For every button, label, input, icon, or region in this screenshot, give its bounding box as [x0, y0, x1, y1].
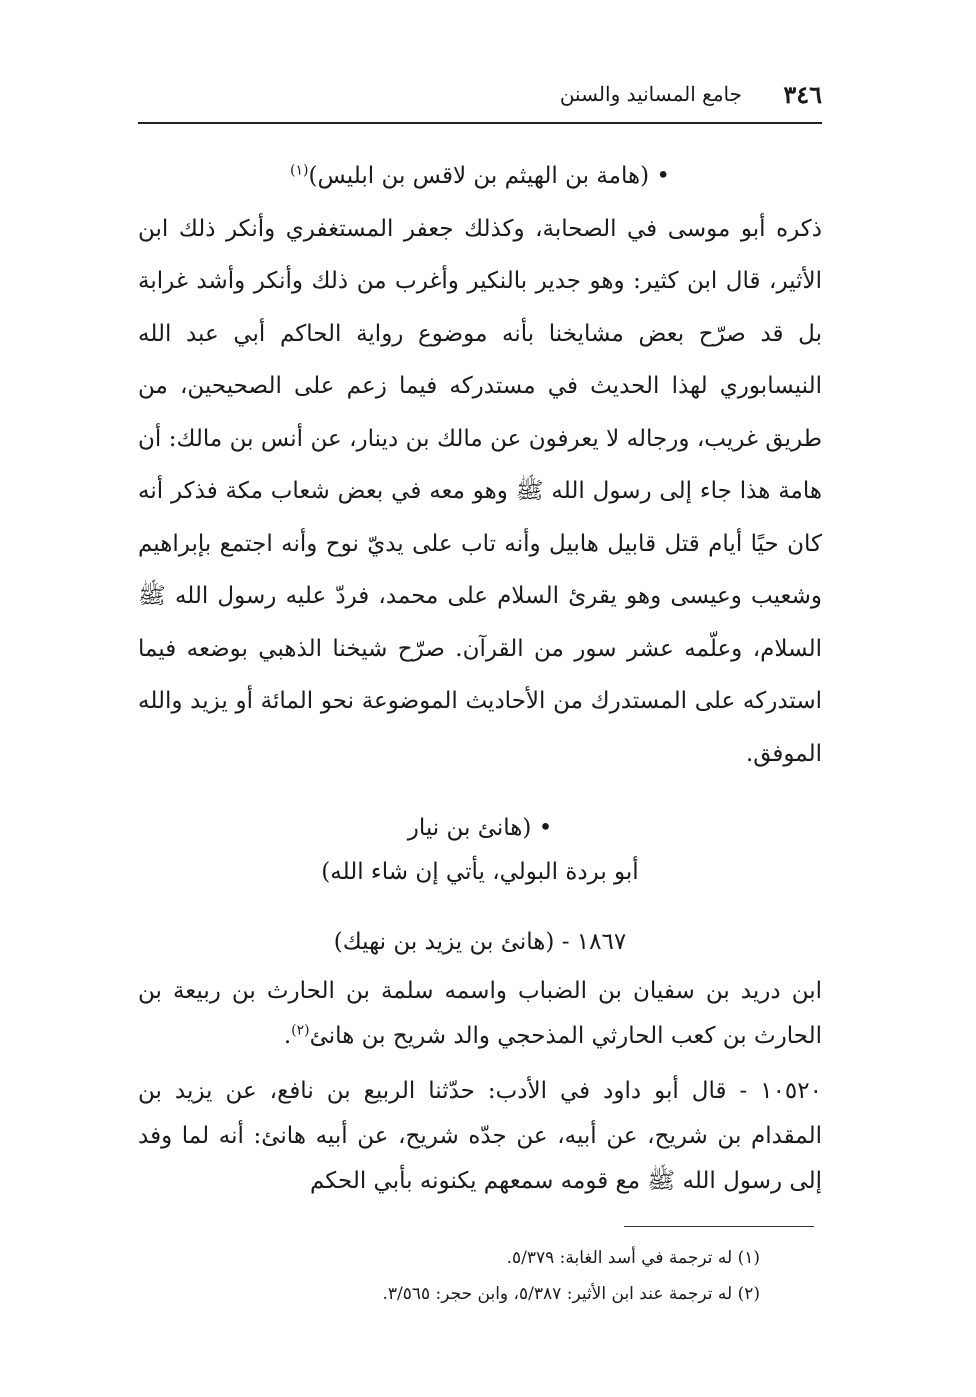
- entry-text: ابن دريد بن سفيان بن الضباب واسمه سلمة بن الحارث بن ربيعة بن الحارث بن كعب الحارثي المذحجي والد شريح بن هانئ: [138, 977, 822, 1049]
- spacer: [138, 894, 822, 916]
- entry-heading: [138, 150, 822, 203]
- entry-subline: أبو بردة البولي، يأتي إن شاء الله): [321, 859, 639, 885]
- entry-text-end: .: [283, 1022, 292, 1049]
- footnote-rule: [624, 1226, 814, 1227]
- running-title: جامع المسانيد والسنن: [559, 82, 742, 106]
- hadith-paragraph: ١٠٥٢٠ - قال أبو داود في الأدب: حدّثنا الربيع بن نافع، عن يزيد بن المقدام بن شريح، عن أبيه، عن جدّه شريح، عن أبيه هانئ: أنه لما وفد إلى رسول الله ﷺ مع قومه سمعهم يكنونه بأبي الحكم: [138, 1077, 822, 1194]
- spacer: [138, 780, 822, 806]
- page-number: ٣٤٦: [783, 80, 822, 109]
- entry-heading-numbered: ١٨٦٧ - (هانئ بن يزيد بن نهيك): [333, 929, 627, 955]
- footnote-ref: (٢): [291, 1021, 310, 1038]
- page-header: [138, 80, 822, 114]
- page-body: [138, 150, 822, 1204]
- entry-paragraph: [138, 969, 822, 1059]
- header-rule: [138, 122, 822, 124]
- footnotes: [138, 1240, 760, 1312]
- entry-heading-text: • (هامة بن الهيثم بن لاقس بن ابليس): [308, 163, 670, 189]
- footnote-1: (١) له ترجمة في أسد الغابة: ٥/٣٧٩.: [506, 1248, 760, 1268]
- footnote-2: (٢) له ترجمة عند ابن الأثير: ٥/٣٨٧، وابن حجر: ٣/٥٦٥.: [382, 1284, 760, 1304]
- entry-paragraph: ذكره أبو موسى في الصحابة، وكذلك جعفر المستغفري وأنكر ذلك ابن الأثير، قال ابن كثير: وهو جدير بالنكير وأغرب من ذلك وأنكر وأشد غرابة بل قد صرّح بعض مشايخنا بأنه موضوع رواية الحاكم أبي عبد الله النيسابوري لهذا الحديث في مستدركه فيما زعم على الصحيحين، من طريق غريب، ورجاله لا يعرفون عن مالك بن دينار، عن أنس بن مالك: أن هامة هذا جاء إلى رسول الله ﷺ وهو معه في بعض شعاب مكة فذكر أنه كان حيًا أيام قتل قابيل هابيل وأنه تاب على يديّ نوح وأنه اجتمع بإبراهيم وشعيب وعيسى وهو يقرئ السلام على محمد، فردّ عليه رسول الله ﷺ السلام، وعلّمه عشر سور من القرآن. صرّح شيخنا الذهبي بوضعه فيما استدركه على المستدرك من الأحاديث الموضوعة نحو المائة أو يزيد والله الموفق.: [138, 215, 822, 767]
- footnote-ref: (١): [290, 162, 309, 179]
- entry-heading: • (هانئ بن نيار: [407, 815, 553, 841]
- spacer: [138, 1059, 822, 1069]
